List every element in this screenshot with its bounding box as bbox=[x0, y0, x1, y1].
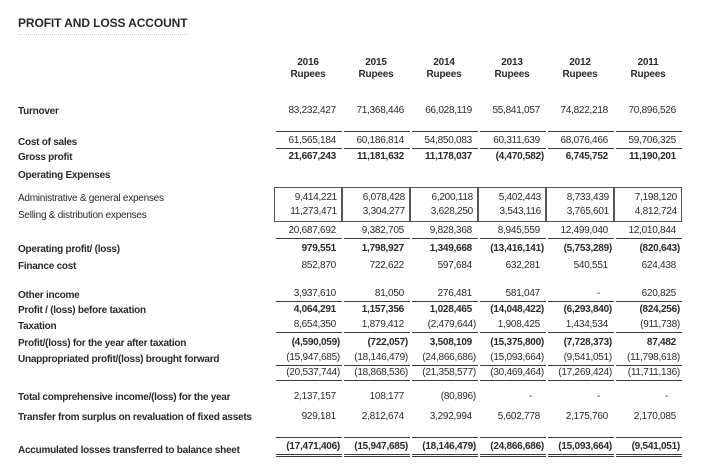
row-turnover bbox=[18, 103, 720, 118]
value-2012: 1,434,534 bbox=[548, 318, 614, 333]
value-2016: 9,414,221 bbox=[274, 187, 342, 205]
value-2012: 8,733,439 bbox=[546, 187, 614, 205]
value-2011: 70,896,526 bbox=[628, 105, 676, 116]
year-label: 2011 bbox=[637, 57, 659, 68]
row-other-income bbox=[18, 287, 720, 302]
value-2014: 1,028,465 bbox=[429, 304, 472, 315]
value-2015: 60,186,814 bbox=[344, 131, 410, 149]
value-2012: (15,093,664) bbox=[548, 437, 614, 457]
value-2016: 8,654,350 bbox=[276, 318, 342, 333]
value-2012: (17,269,424) bbox=[548, 366, 614, 381]
value-2013: 5,402,443 bbox=[478, 187, 546, 205]
value-2015: 3,304,277 bbox=[342, 205, 410, 222]
value-2012: (6,293,840) bbox=[563, 304, 612, 315]
value-2015: (18,868,536) bbox=[344, 366, 410, 381]
unit-label: Rupees bbox=[290, 69, 326, 80]
value-2015: 1,157,356 bbox=[361, 304, 404, 315]
value-2014: (80,896) bbox=[440, 391, 476, 402]
row-label: Taxation bbox=[18, 321, 57, 332]
row-label: Total comprehensive income/(loss) for the year bbox=[18, 392, 231, 403]
year-label: 2014 bbox=[433, 57, 455, 68]
row-selling-distribution-expenses bbox=[18, 205, 720, 222]
value-2013: 632,281 bbox=[505, 260, 540, 271]
value-2014: 597,684 bbox=[437, 260, 472, 271]
row-total-operating-expenses bbox=[18, 224, 720, 239]
unit-label: Rupees bbox=[630, 69, 666, 80]
value-2011: (820,643) bbox=[639, 243, 680, 254]
row-profit-loss-before-taxation bbox=[18, 302, 720, 317]
value-2011: 59,706,325 bbox=[616, 131, 682, 149]
value-2011: (11,711,136) bbox=[616, 366, 682, 381]
value-2013: - bbox=[528, 391, 532, 402]
value-2013: (30,469,464) bbox=[480, 366, 546, 381]
value-2015: 1,798,927 bbox=[361, 243, 404, 254]
value-2013: (15,375,800) bbox=[490, 337, 544, 348]
value-2015: 108,177 bbox=[369, 391, 404, 402]
year-label: 2012 bbox=[569, 57, 591, 68]
value-2014: 66,028,119 bbox=[425, 105, 472, 116]
value-2016: 61,565,184 bbox=[276, 131, 342, 149]
value-2015: 2,812,674 bbox=[361, 411, 404, 422]
value-2016: 852,870 bbox=[301, 260, 336, 271]
value-2013: 1,908,425 bbox=[480, 318, 546, 333]
value-2012: 540,551 bbox=[573, 260, 608, 271]
row-finance-cost bbox=[18, 258, 720, 273]
value-2012: - bbox=[548, 287, 614, 302]
value-2012: (5,753,289) bbox=[563, 243, 612, 254]
value-2014: 54,850,083 bbox=[412, 131, 478, 149]
column-header-2014 bbox=[410, 57, 478, 81]
value-2013: 5,602,778 bbox=[497, 411, 540, 422]
row-label: Unappropriated profit/(loss) brought forward bbox=[18, 354, 220, 365]
page-title: PROFIT AND LOSS ACCOUNT bbox=[18, 16, 187, 35]
value-2014: 11,178,037 bbox=[425, 151, 472, 162]
value-2012: - bbox=[596, 391, 600, 402]
value-2011: (9,541,051) bbox=[616, 437, 682, 457]
row-label: Transfer from surplus on revaluation of fixed assets bbox=[18, 412, 252, 423]
column-header-2016 bbox=[274, 57, 342, 81]
row-label: Operating profit/ (loss) bbox=[18, 244, 120, 255]
row-label: Finance cost bbox=[18, 261, 77, 272]
value-2011: 4,812,724 bbox=[614, 205, 682, 222]
row-label: Accumulated losses transferred to balance sheet bbox=[18, 445, 240, 456]
unit-label: Rupees bbox=[562, 69, 598, 80]
value-2015: 9,382,705 bbox=[344, 224, 410, 239]
row-operating-profit-loss bbox=[18, 241, 720, 256]
value-2014: (24,866,686) bbox=[412, 351, 478, 366]
unit-label: Rupees bbox=[494, 69, 530, 80]
value-2015: 1,879,412 bbox=[344, 318, 410, 333]
value-2015: (18,146,479) bbox=[344, 351, 410, 366]
value-2016: (4,590,059) bbox=[291, 337, 340, 348]
value-2011: 624,438 bbox=[641, 260, 676, 271]
row-accumulated-subtotal bbox=[18, 366, 720, 381]
year-label: 2015 bbox=[365, 57, 387, 68]
row-label: Turnover bbox=[18, 106, 59, 117]
value-2013: 8,945,559 bbox=[480, 224, 546, 239]
value-2013: (24,866,686) bbox=[480, 437, 546, 457]
value-2013: (15,093,664) bbox=[480, 351, 546, 366]
row-transfer-from-surplus-revaluation bbox=[18, 409, 720, 424]
row-label: Profit/(loss) for the year after taxation bbox=[18, 338, 187, 349]
value-2011: 620,825 bbox=[616, 287, 682, 302]
row-cost-of-sales bbox=[18, 131, 720, 149]
value-2014: 276,481 bbox=[412, 287, 478, 302]
value-2014: 6,200,118 bbox=[410, 187, 478, 205]
row-label: Gross profit bbox=[18, 152, 73, 163]
column-header-row bbox=[18, 57, 720, 81]
value-2012: 6,745,752 bbox=[565, 151, 608, 162]
value-2013: 581,047 bbox=[480, 287, 546, 302]
row-taxation bbox=[18, 318, 720, 333]
value-2012: 12,499,040 bbox=[548, 224, 614, 239]
row-profit-loss-after-taxation bbox=[18, 335, 720, 350]
value-2013: (13,416,141) bbox=[490, 243, 544, 254]
row-label: Cost of sales bbox=[18, 137, 77, 148]
column-header-2013 bbox=[478, 57, 546, 81]
value-2015: 11,181,632 bbox=[357, 151, 404, 162]
unit-label: Rupees bbox=[426, 69, 462, 80]
pl-table bbox=[18, 57, 720, 457]
value-2012: (9,541,051) bbox=[548, 351, 614, 366]
row-label: Profit / (loss) before taxation bbox=[18, 305, 146, 316]
value-2015: 81,050 bbox=[344, 287, 410, 302]
value-2014: 3,628,250 bbox=[410, 205, 478, 222]
value-2016: (17,471,406) bbox=[276, 437, 342, 457]
value-2011: 87,482 bbox=[646, 337, 676, 348]
row-total-comprehensive-income bbox=[18, 389, 720, 404]
value-2014: 9,828,368 bbox=[412, 224, 478, 239]
value-2011: (824,256) bbox=[639, 304, 680, 315]
row-label: Selling & distribution expenses bbox=[18, 210, 147, 221]
value-2014: 3,508,109 bbox=[429, 337, 472, 348]
row-operating-expenses-heading bbox=[18, 167, 720, 182]
unit-label: Rupees bbox=[358, 69, 394, 80]
value-2015: (15,947,685) bbox=[344, 437, 410, 457]
value-2011: 11,190,201 bbox=[629, 151, 676, 162]
row-accumulated-losses-to-balance-sheet bbox=[18, 437, 720, 457]
value-2015: (722,057) bbox=[367, 337, 408, 348]
row-administrative-general-expenses bbox=[18, 187, 720, 205]
value-2014: 3,292,994 bbox=[429, 411, 472, 422]
value-2011: (11,798,618) bbox=[616, 351, 682, 366]
value-2012: 74,822,218 bbox=[560, 105, 608, 116]
value-2014: (2,479,644) bbox=[412, 318, 478, 333]
value-2016: 11,273,471 bbox=[274, 205, 342, 222]
value-2012: 2,175,760 bbox=[565, 411, 608, 422]
column-header-2012 bbox=[546, 57, 614, 81]
row-unappropriated-profit-brought-forward bbox=[18, 351, 720, 366]
value-2015: 722,622 bbox=[369, 260, 404, 271]
row-label: Other income bbox=[18, 290, 80, 301]
value-2015: 71,368,446 bbox=[356, 105, 404, 116]
row-gross-profit bbox=[18, 149, 720, 164]
value-2016: (15,947,685) bbox=[276, 351, 342, 366]
value-2013: (4,470,582) bbox=[495, 151, 544, 162]
year-label: 2013 bbox=[501, 57, 523, 68]
value-2011: - bbox=[664, 391, 668, 402]
value-2013: 55,841,057 bbox=[492, 105, 540, 116]
value-2016: 83,232,427 bbox=[288, 105, 336, 116]
value-2012: (7,728,373) bbox=[563, 337, 612, 348]
value-2013: 3,543,116 bbox=[478, 205, 546, 222]
value-2016: (20,537,744) bbox=[276, 366, 342, 381]
value-2016: 20,687,692 bbox=[276, 224, 342, 239]
value-2016: 2,137,157 bbox=[293, 391, 336, 402]
value-2014: 1,349,668 bbox=[429, 243, 472, 254]
value-2013: (14,048,422) bbox=[490, 304, 544, 315]
value-2016: 21,667,243 bbox=[288, 151, 336, 162]
value-2011: 12,010,844 bbox=[616, 224, 682, 239]
value-2016: 3,937,610 bbox=[276, 287, 342, 302]
value-2016: 979,551 bbox=[301, 243, 336, 254]
value-2011: (911,738) bbox=[616, 318, 682, 333]
value-2012: 68,076,466 bbox=[548, 131, 614, 149]
row-label: Operating Expenses bbox=[18, 170, 111, 181]
value-2011: 7,198,120 bbox=[614, 187, 682, 205]
value-2014: (21,358,577) bbox=[412, 366, 478, 381]
value-2013: 60,311,639 bbox=[480, 131, 546, 149]
year-label: 2016 bbox=[297, 57, 319, 68]
row-label: Administrative & general expenses bbox=[18, 193, 164, 204]
column-header-2015 bbox=[342, 57, 410, 81]
value-2014: (18,146,479) bbox=[412, 437, 478, 457]
value-2011: 2,170,085 bbox=[633, 411, 676, 422]
value-2016: 4,064,291 bbox=[293, 304, 336, 315]
column-header-2011 bbox=[614, 57, 682, 81]
value-2015: 6,078,428 bbox=[342, 187, 410, 205]
value-2016: 929,181 bbox=[301, 411, 336, 422]
value-2012: 3,765,601 bbox=[546, 205, 614, 222]
